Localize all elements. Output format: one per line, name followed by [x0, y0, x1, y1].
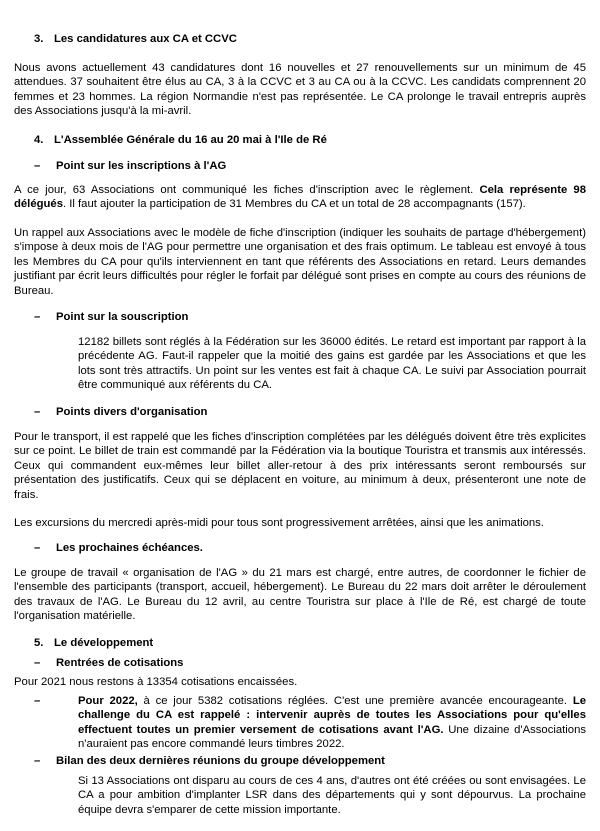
bold-run: Pour 2022, — [78, 695, 138, 707]
section-number: 4. — [34, 134, 44, 146]
text-run: à ce jour 5382 cotisations réglées. C'est une première avancée encourageante. — [137, 695, 573, 707]
cotisations-intro: Pour 2021 nous restons à 13354 cotisations encaissées. — [14, 676, 298, 688]
subheading-text: Les prochaines échéances. — [56, 542, 203, 554]
inscriptions-subheading — [34, 159, 226, 173]
subheading-text: Point sur les inscriptions à l'AG — [56, 160, 227, 172]
text-run: A ce jour, 63 Associations ont communiqué les fiches d'inscription avec le règlement. — [14, 184, 480, 196]
echeances-paragraph: Le groupe de travail « organisation de l'AG » du 21 mars est chargé, entre autres, de coordonner le fichier de l'ensemble des participants (transport, accueil, hébergement). Le Bureau du 22 mars doit arrêter le déroulement des travaux de l'AG. Le Bureau du 12 avril, au centre Touristra sur place à l'Ile de Ré, est chargé de toute l'organisation matérielle. — [14, 567, 586, 623]
bilan-paragraph: Si 13 Associations ont disparu au cours de ces 4 ans, d'autres ont été créées ou sont envisagées. Le CA a pour ambition d'implanter LSR dans des départements qui y sont dépourvus. La prochaine équipe devra s'emparer de cette mission importante. — [78, 775, 586, 816]
cotisations-subheading — [34, 656, 183, 670]
souscription-paragraph: 12182 billets sont réglés à la Fédération sur les 36000 édités. Le retard est important par rapport à la précédente AG. Faut-il rappeler que la moitié des gains est gardée par les Associations et que les lots sont très attractifs. Un point sur les ventes est fait à chaque CA. Le suivi par Association pourrait être communiqué aux référents du CA. — [78, 336, 586, 392]
dash-bullet: – — [34, 311, 41, 323]
bilan-subheading — [34, 754, 385, 768]
inscriptions-paragraph-2: Un rappel aux Associations avec le modèle de fiche d'inscription (indiquer les souhaits de partage d'hébergement) s'impose à deux mois de l'AG pour permettre une organisation et des frais optimum. Le tableau est envoyé à tous les Membres du CA pour qu'ils interviennent en tant que référents des Associations en retard. Leurs demandes justifiant par écrit leurs difficultés pour régler le forfait par délégué sont prises en compte au cours des réunions de Bureau. — [14, 227, 586, 297]
divers-subheading — [34, 405, 207, 419]
subheading-text: Bilan des deux dernières réunions du groupe développement — [56, 755, 385, 767]
dash-bullet: – — [34, 542, 41, 554]
section-number: 3. — [34, 33, 44, 45]
text-run: . Il faut ajouter la participation de 31 Membres du CA et un total de 28 accompagnants (157). — [62, 198, 526, 211]
section-3-paragraph: Nous avons actuellement 43 candidatures dont 16 nouvelles et 27 renouvellements sur un minimum de 45 attendues. 37 souhaitent être élus au CA, 3 à la CCVC et 3 au CA ou à la CCVC. Les candidats comprennent 20 femmes et 23 hommes. La région Normandie n'est pas représentée. Le CA prolonge le travail entrepris auprès des Associations jusqu'à la mi-avril. — [14, 62, 586, 118]
section-5-heading — [34, 636, 153, 650]
bold-run: Cela représente 98 délégués — [14, 184, 586, 211]
subheading-text: Rentrées de cotisations — [56, 657, 184, 669]
inscriptions-paragraph-1 — [14, 183, 586, 212]
dash-bullet: – — [34, 406, 41, 418]
heading-text: Le développement — [54, 637, 154, 649]
section-4-heading — [34, 133, 327, 147]
subheading-text: Points divers d'organisation — [56, 406, 208, 418]
cotisations-item-dash: – — [34, 695, 41, 707]
text-run: Une dizaine d'Associations n'auraient pas encore commandé leurs timbres 2022. — [78, 723, 587, 751]
heading-text: Les candidatures aux CA et CCVC — [54, 33, 237, 45]
subheading-text: Point sur la souscription — [56, 311, 189, 323]
echeances-subheading — [34, 541, 203, 555]
divers-paragraph-2: Les excursions du mercredi après-midi pour tous sont progressivement arrêtées, ainsi que les animations. — [14, 517, 544, 529]
bold-run: Le challenge du CA est rappelé : intervenir auprès de toutes les Associations pour qu'elles effectuent toutes un premier versement de cotisations avant l'AG. — [78, 695, 586, 736]
section-number: 5. — [34, 637, 44, 649]
dash-bullet: – — [34, 657, 41, 669]
divers-paragraph-1: Pour le transport, il est rappelé que les fiches d'inscription complétées par les délégués doivent être très explicites sur ce point. Le billet de train est commandé par la Fédération via la boutique Touristra et transmis aux intéressés. Ceux qui commandent eux-mêmes leur billet aller-retour à des prix intéressants seront remboursés sur présentation des justificatifs. Ceux qui se déplacent en voiture, au minimum à deux, présenteront une note de frais. — [14, 431, 586, 501]
dash-bullet: – — [34, 755, 41, 767]
souscription-subheading — [34, 310, 188, 324]
section-3-heading — [34, 32, 237, 46]
dash-bullet: – — [34, 160, 41, 172]
cotisations-item-paragraph — [78, 694, 586, 752]
heading-text: L'Assemblée Générale du 16 au 20 mai à l'Ile de Ré — [54, 134, 327, 146]
